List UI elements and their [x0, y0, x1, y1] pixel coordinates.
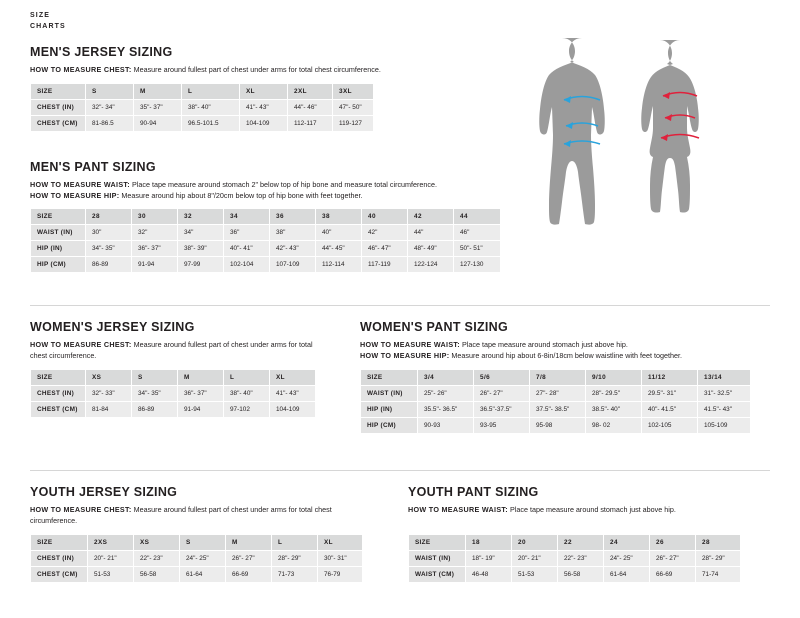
table-cell: 119-127	[333, 115, 374, 131]
table-cell: 76-79	[318, 567, 363, 583]
table-header-row	[31, 83, 374, 99]
table-cell: 97-102	[224, 402, 270, 418]
table-cell: 47"- 50"	[333, 99, 374, 115]
table-cell: 28"- 29.5"	[586, 386, 642, 402]
table-cell: CHEST (CM)	[31, 115, 86, 131]
table-header-cell: 5/6	[474, 370, 530, 386]
table-header-cell: 34	[224, 209, 270, 225]
table-mens-pant	[30, 208, 501, 273]
table-cell: 26"- 27"	[474, 386, 530, 402]
table-cell: 86-89	[86, 257, 132, 273]
table-header-cell: 20	[512, 534, 558, 550]
section-youth-pant	[408, 485, 778, 583]
howto-label: HOW TO MEASURE CHEST:	[30, 340, 132, 349]
table-header-cell: 42	[408, 209, 454, 225]
howto-text: Measure around hip about 6-8in/18cm below waistline with feet together.	[449, 350, 682, 360]
table-cell: 81-84	[86, 402, 132, 418]
table-cell: 26"- 27"	[650, 550, 696, 566]
table-cell: 127-130	[454, 257, 501, 273]
howto-text: Measure around fullest part of chest under arms for total chest circumference.	[30, 505, 332, 525]
table-youth-pant	[408, 534, 741, 583]
table-cell: 122-124	[408, 257, 454, 273]
table-cell: 46"- 47"	[362, 241, 408, 257]
table-cell: 24"- 25"	[604, 550, 650, 566]
howto-text: Measure around hip about 8"/20cm below top of hip bone with feet together.	[119, 190, 363, 200]
table-cell: 32"- 33"	[86, 386, 132, 402]
table-cell: 112-117	[288, 115, 333, 131]
table-cell: 42"- 43"	[270, 241, 316, 257]
howto-line	[408, 505, 758, 516]
table-header-cell: SIZE	[31, 370, 86, 386]
table-header-row	[361, 370, 751, 386]
table-row	[31, 402, 316, 418]
table-cell: 61-64	[604, 566, 650, 582]
table-cell: 28"- 29"	[696, 550, 741, 566]
table-cell: 38"- 40"	[224, 386, 270, 402]
table-header-cell: SIZE	[409, 534, 466, 550]
table-cell: 38.5"- 40"	[586, 402, 642, 418]
table-cell: 25"- 26"	[418, 386, 474, 402]
table-header-cell: 26	[650, 534, 696, 550]
howto-label: HOW TO MEASURE HIP:	[360, 350, 450, 360]
female-body-diagram	[641, 40, 699, 213]
howto-line	[30, 340, 320, 361]
table-cell: 66-69	[226, 567, 272, 583]
table-cell: CHEST (CM)	[31, 402, 86, 418]
section-title: YOUTH JERSEY SIZING	[30, 485, 178, 499]
table-header-cell: M	[226, 535, 272, 551]
section-youth-jersey	[30, 485, 390, 583]
table-cell: 44"	[408, 225, 454, 241]
table-header-cell: XL	[318, 535, 363, 551]
table-header-cell: SIZE	[361, 370, 418, 386]
table-cell: HIP (CM)	[31, 257, 86, 273]
table-header-cell: L	[182, 83, 240, 99]
table-cell: 35"- 37"	[134, 99, 182, 115]
table-row	[409, 566, 741, 582]
howto-text: Measure around fullest part of chest under arms for total chest circumference.	[131, 65, 381, 74]
table-cell: 34"- 35"	[132, 386, 178, 402]
table-header-cell: 3XL	[333, 83, 374, 99]
table-cell: CHEST (CM)	[31, 567, 88, 583]
table-header-cell: XL	[270, 370, 316, 386]
section-title: YOUTH PANT SIZING	[408, 485, 539, 499]
table-header-cell: 44	[454, 209, 501, 225]
table-header-cell: 7/8	[530, 370, 586, 386]
table-cell: 104-109	[270, 402, 316, 418]
table-cell: CHEST (IN)	[31, 99, 86, 115]
howto-label: HOW TO MEASURE CHEST:	[30, 65, 132, 74]
table-cell: 102-104	[224, 257, 270, 273]
howto-label: HOW TO MEASURE CHEST:	[30, 505, 132, 514]
table-cell: 30"- 31"	[318, 551, 363, 567]
table-cell: 66-69	[650, 566, 696, 582]
table-row	[361, 418, 751, 434]
table-cell: CHEST (IN)	[31, 551, 88, 567]
table-header-cell: 32	[178, 209, 224, 225]
table-header-row	[31, 209, 501, 225]
table-row	[409, 550, 741, 566]
howto-text: Measure around fullest part of chest under arms for total chest circumference.	[30, 340, 313, 360]
table-header-cell: XL	[240, 83, 288, 99]
table-header-cell: SIZE	[31, 535, 88, 551]
howto-text: Place tape measure around stomach just above hip.	[508, 505, 676, 514]
table-cell: 56-58	[134, 567, 180, 583]
table-cell: 105-109	[698, 418, 751, 434]
table-cell: 38"- 39"	[178, 241, 224, 257]
table-row	[361, 402, 751, 418]
section-divider	[30, 470, 770, 471]
table-cell: WAIST (IN)	[409, 550, 466, 566]
table-header-cell: 18	[466, 534, 512, 550]
table-cell: 41"- 43"	[240, 99, 288, 115]
table-row	[31, 99, 374, 115]
howto-line	[30, 65, 510, 76]
table-row	[31, 115, 374, 131]
howto-label: HOW TO MEASURE WAIST:	[30, 180, 131, 189]
table-cell: 35.5"- 36.5"	[418, 402, 474, 418]
table-cell: 81-86.5	[86, 115, 134, 131]
section-title: MEN'S PANT SIZING	[30, 160, 156, 174]
table-cell: 50"- 51"	[454, 241, 501, 257]
table-header-cell: S	[132, 370, 178, 386]
howto-label: HOW TO MEASURE HIP:	[30, 190, 120, 200]
table-row	[361, 386, 751, 402]
howto-line	[360, 351, 682, 360]
table-header-cell: 28	[696, 534, 741, 550]
table-cell: 86-89	[132, 402, 178, 418]
table-header-cell: 13/14	[698, 370, 751, 386]
howto-line	[360, 340, 628, 349]
table-header-cell: SIZE	[31, 83, 86, 99]
table-cell: 90-94	[134, 115, 182, 131]
table-cell: WAIST (IN)	[31, 225, 86, 241]
table-cell: 31"- 32.5"	[698, 386, 751, 402]
table-row	[31, 241, 501, 257]
table-header-cell: 28	[86, 209, 132, 225]
table-cell: 44"- 46"	[288, 99, 333, 115]
table-cell: CHEST (IN)	[31, 386, 86, 402]
howto-line	[30, 180, 437, 189]
howto-text: Place tape measure around stomach just above hip.	[460, 340, 628, 349]
table-cell: 98- 02	[586, 418, 642, 434]
table-cell: 37.5"- 38.5"	[530, 402, 586, 418]
table-cell: 40"	[316, 225, 362, 241]
table-cell: WAIST (IN)	[361, 386, 418, 402]
table-cell: 26"- 27"	[226, 551, 272, 567]
table-cell: 96.5-101.5	[182, 115, 240, 131]
table-cell: 40"- 41"	[224, 241, 270, 257]
table-cell: 18"- 19"	[466, 550, 512, 566]
table-cell: 91-94	[178, 402, 224, 418]
table-header-cell: S	[86, 83, 134, 99]
table-header-cell: S	[180, 535, 226, 551]
table-header-cell: 9/10	[586, 370, 642, 386]
table-cell: 36.5"-37.5"	[474, 402, 530, 418]
section-title: WOMEN'S JERSEY SIZING	[30, 320, 195, 334]
table-cell: 38"- 40"	[182, 99, 240, 115]
table-cell: 40"- 41.5"	[642, 402, 698, 418]
table-row	[31, 551, 363, 567]
table-header-cell: 24	[604, 534, 650, 550]
table-cell: 71-73	[272, 567, 318, 583]
howto-line	[30, 505, 375, 526]
table-header-cell: M	[178, 370, 224, 386]
table-cell: 112-114	[316, 257, 362, 273]
table-cell: 48"- 49"	[408, 241, 454, 257]
table-cell: 36"- 37"	[132, 241, 178, 257]
table-cell: 42"	[362, 225, 408, 241]
table-cell: 95-98	[530, 418, 586, 434]
table-header-cell: XS	[134, 535, 180, 551]
table-cell: 29.5"- 31"	[642, 386, 698, 402]
table-header-cell: 11/12	[642, 370, 698, 386]
table-header-row	[31, 370, 316, 386]
table-cell: 28"- 29"	[272, 551, 318, 567]
table-cell: 34"- 35"	[86, 241, 132, 257]
table-header-cell: 40	[362, 209, 408, 225]
howto-label: HOW TO MEASURE WAIST:	[360, 340, 461, 349]
table-cell: WAIST (CM)	[409, 566, 466, 582]
table-cell: 61-64	[180, 567, 226, 583]
table-mens-jersey	[30, 83, 374, 132]
table-header-cell: L	[272, 535, 318, 551]
table-cell: 36"	[224, 225, 270, 241]
table-header-cell: 30	[132, 209, 178, 225]
table-cell: HIP (IN)	[31, 241, 86, 257]
table-youth-jersey	[30, 534, 363, 583]
howto-text: Place tape measure around stomach 2" below top of hip bone and measure total circumference.	[130, 180, 438, 189]
section-title: MEN'S JERSEY SIZING	[30, 45, 173, 59]
table-cell: 46"	[454, 225, 501, 241]
section-womens-jersey	[30, 320, 350, 418]
section-mens-jersey	[30, 45, 510, 132]
page-title-line2: CHARTS	[30, 23, 66, 30]
table-cell: 41"- 43"	[270, 386, 316, 402]
table-header-cell: 2XL	[288, 83, 333, 99]
page-title	[30, 10, 66, 32]
table-cell: 51-53	[512, 566, 558, 582]
table-cell: 51-53	[88, 567, 134, 583]
table-row	[31, 567, 363, 583]
table-cell: 90-93	[418, 418, 474, 434]
table-cell: 32"- 34"	[86, 99, 134, 115]
table-cell: 44"- 45"	[316, 241, 362, 257]
section-divider	[30, 305, 770, 306]
howto-block	[30, 180, 530, 201]
table-cell: HIP (IN)	[361, 402, 418, 418]
table-header-row	[409, 534, 741, 550]
table-cell: 34"	[178, 225, 224, 241]
page-title-line1: SIZE	[30, 12, 50, 19]
table-cell: 71-74	[696, 566, 741, 582]
section-mens-pant	[30, 160, 530, 273]
table-row	[31, 257, 501, 273]
table-cell: 22"- 23"	[134, 551, 180, 567]
table-womens-pant	[360, 369, 751, 434]
howto-label: HOW TO MEASURE WAIST:	[408, 505, 509, 514]
table-header-cell: 2XS	[88, 535, 134, 551]
table-cell: 97-99	[178, 257, 224, 273]
table-cell: 104-109	[240, 115, 288, 131]
table-cell: 36"- 37"	[178, 386, 224, 402]
section-title: WOMEN'S PANT SIZING	[360, 320, 509, 334]
table-cell: 93-95	[474, 418, 530, 434]
howto-line	[30, 191, 363, 200]
table-header-cell: 22	[558, 534, 604, 550]
table-womens-jersey	[30, 369, 316, 418]
table-cell: 38"	[270, 225, 316, 241]
table-cell: 46-48	[466, 566, 512, 582]
table-cell: 22"- 23"	[558, 550, 604, 566]
table-header-cell: M	[134, 83, 182, 99]
section-womens-pant	[360, 320, 780, 434]
table-cell: 32"	[132, 225, 178, 241]
table-header-cell: 3/4	[418, 370, 474, 386]
table-header-cell: XS	[86, 370, 132, 386]
table-cell: 102-105	[642, 418, 698, 434]
table-cell: HIP (CM)	[361, 418, 418, 434]
table-header-row	[31, 535, 363, 551]
table-cell: 117-119	[362, 257, 408, 273]
body-diagrams	[520, 30, 780, 280]
table-cell: 20"- 21"	[512, 550, 558, 566]
table-cell: 20"- 21"	[88, 551, 134, 567]
table-cell: 30"	[86, 225, 132, 241]
table-cell: 56-58	[558, 566, 604, 582]
howto-block	[360, 340, 760, 361]
table-row	[31, 386, 316, 402]
table-header-cell: SIZE	[31, 209, 86, 225]
table-cell: 91-94	[132, 257, 178, 273]
table-header-cell: L	[224, 370, 270, 386]
table-row	[31, 225, 501, 241]
table-cell: 107-109	[270, 257, 316, 273]
table-cell: 41.5"- 43"	[698, 402, 751, 418]
table-cell: 24"- 25"	[180, 551, 226, 567]
male-body-diagram	[539, 38, 605, 225]
table-header-cell: 38	[316, 209, 362, 225]
table-header-cell: 36	[270, 209, 316, 225]
table-cell: 27"- 28"	[530, 386, 586, 402]
